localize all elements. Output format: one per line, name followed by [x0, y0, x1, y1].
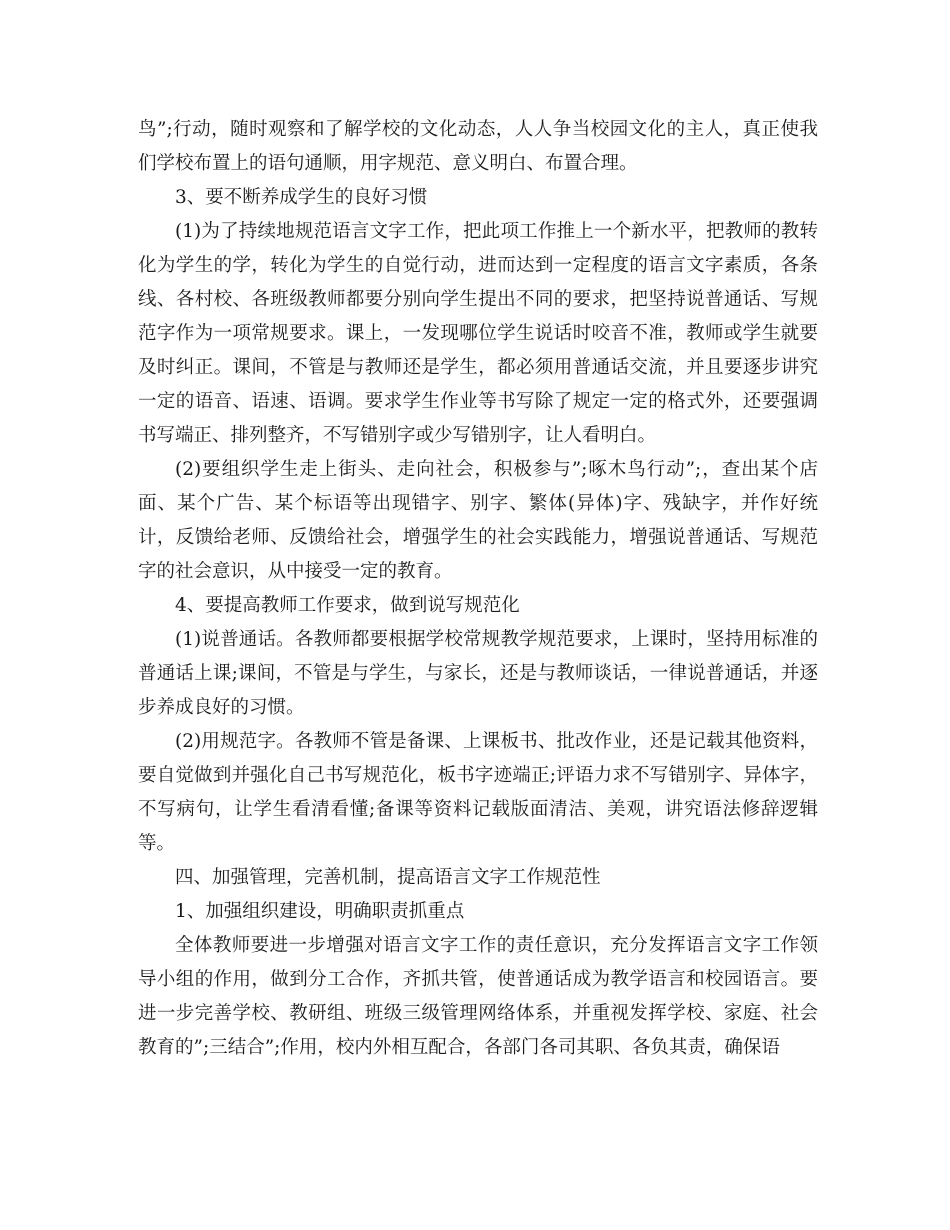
paragraph-3-1: (1)为了持续地规范语言文字工作，把此项工作推上一个新水平，把教师的教转化为学生的学，转化为学生的自觉行动，进而达到一定程度的语言文字素质，各条线、各村校、各班级教师都要分别向学生提出不同的要求，把坚持说普通话、写规范字作为一项常规要求。课上，一发现哪位学生说话时咬音不准，教师或学生就要及时纠正。课间，不管是与教师还是学生，都必须用普通话交流，并且要逐步讲究一定的语音、语速、语调。要求学生作业等书写除了规定一定的格式外，还要强调书写端正、排列整齐，不写错别字或少写错别字，让人看明白。 [138, 221, 818, 446]
paragraph-continuation: 鸟”;行动，随时观察和了解学校的文化动态，人人争当校园文化的主人，真正使我们学校布置上的语句通顺，用字规范、意义明白、布置合理。 [138, 119, 818, 174]
document-body [138, 113, 818, 1065]
paragraph-4-2: (2)用规范字。各教师不管是备课、上课板书、批改作业，还是记载其他资料，要自觉做到并强化自己书写规范化，板书字迹端正;评语力求不写错别字、异体字，不写病句，让学生看清看懂;备课等资料记载版面清洁、美观，讲究语法修辞逻辑等。 [138, 731, 818, 854]
paragraph-4-1: (1)说普通话。各教师都要根据学校常规教学规范要求，上课时，坚持用标准的普通话上课;课间，不管是与学生，与家长，还是与教师谈话，一律说普通话，并逐步养成良好的习惯。 [138, 629, 818, 718]
chapter-heading-4: 四、加强管理，完善机制，提高语言文字工作规范性 [175, 867, 601, 888]
section-heading-1: 1、加强组织建设，明确职责抓重点 [175, 901, 465, 922]
section-heading-3: 3、要不断养成学生的良好习惯 [175, 187, 428, 208]
section-heading-4: 4、要提高教师工作要求，做到说写规范化 [175, 595, 520, 616]
paragraph-1-body: 全体教师要进一步增强对语言文字工作的责任意识，充分发挥语言文字工作领导小组的作用，做到分工合作，齐抓共管，使普通话成为教学语言和校园语言。要进一步完善学校、教研组、班级三级管理网络体系，并重视发挥学校、家庭、社会教育的”;三结合”;作用，校内外相互配合，各部门各司其职、各负其责，确保语 [138, 935, 818, 1058]
paragraph-3-2: (2)要组织学生走上街头、走向社会，积极参与”;啄木鸟行动”;，查出某个店面、某个广告、某个标语等出现错字、别字、繁体(异体)字、残缺字，并作好统计，反馈给老师、反馈给社会，增强学生的社会实践能力，增强说普通话、写规范字的社会意识，从中接受一定的教育。 [138, 459, 818, 582]
